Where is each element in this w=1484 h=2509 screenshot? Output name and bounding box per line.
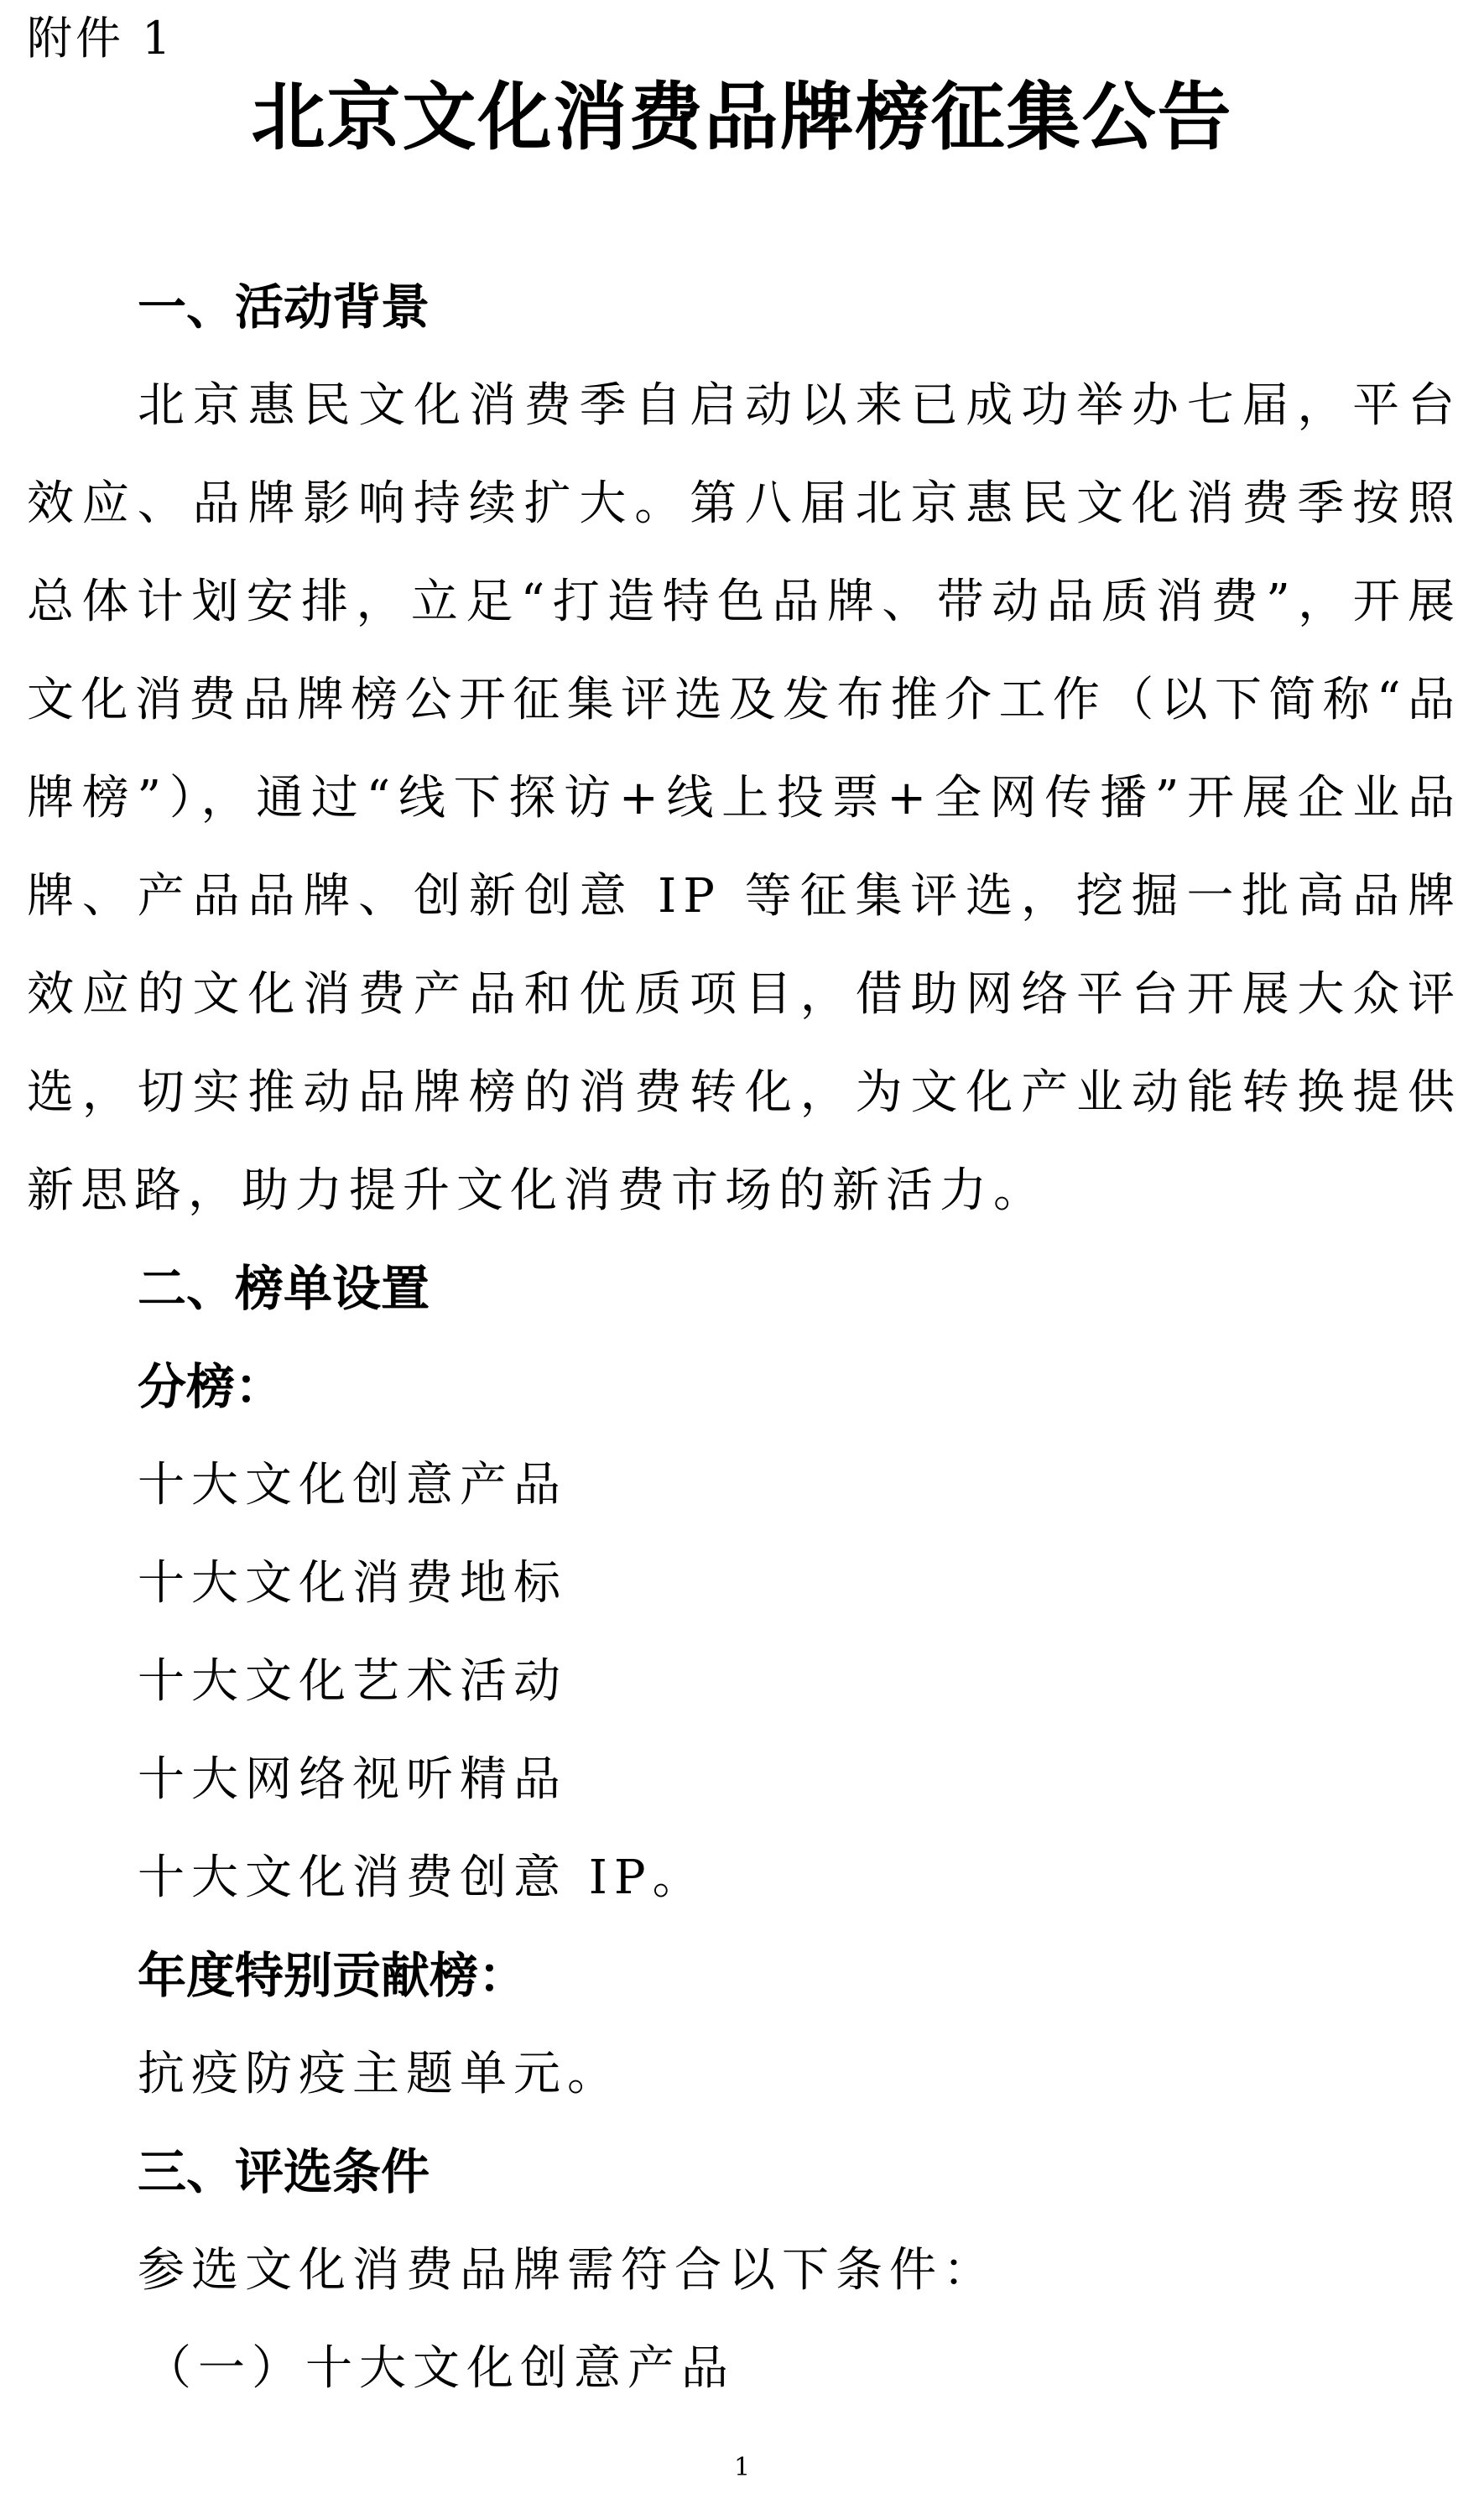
list-item: 十大文化消费创意 IP。 xyxy=(138,1851,706,1905)
list-item: 十大文化消费地标 xyxy=(138,1556,567,1611)
list-item: 十大网络视听精品 xyxy=(138,1752,567,1807)
document-title: 北京文化消费品牌榜征集公告 xyxy=(251,74,1233,160)
special-contribution-item: 抗疫防疫主题单元。 xyxy=(138,2047,621,2101)
attachment-label: 附件 1 xyxy=(27,12,174,65)
list-item: 十大文化艺术活动 xyxy=(138,1654,567,1709)
section-heading-background: 一、活动背景 xyxy=(138,278,430,336)
section-heading-lists: 二、榜单设置 xyxy=(138,1260,430,1317)
special-contribution-heading: 年度特别贡献榜： xyxy=(138,1947,528,2004)
list-item: 十大文化创意产品 xyxy=(138,1458,567,1512)
document-body xyxy=(27,258,1461,2418)
criteria-sub-item: （一）十大文化创意产品 xyxy=(144,2341,735,2396)
criteria-intro: 参选文化消费品牌需符合以下条件： xyxy=(138,2243,997,2298)
background-paragraph: 北京惠民文化消费季自启动以来已成功举办七届，平台效应、品牌影响持续扩大。第八届北京惠民文化消费季按照总体计划安排，立足“打造特色品牌、带动品质消费”，开展文化消费品牌榜公开征集评选及发布推介工作（以下简称“品牌榜”），通过“线下探访+线上投票+全网传播”开展企业品牌、产品品牌、创新创意 IP 等征集评选，挖掘一批高品牌效应的文化消费产品和优质项目，借助网络平台开展大众评选，切实推动品牌榜的消费转化，为文化产业动能转换提供新思路，助力提升文化消费市场的新活力。 xyxy=(27,378,1461,1218)
section-heading-criteria: 三、评选条件 xyxy=(138,2143,430,2200)
page-number: 1 xyxy=(733,2453,751,2482)
sub-heading-lists: 分榜： xyxy=(138,1358,284,1415)
